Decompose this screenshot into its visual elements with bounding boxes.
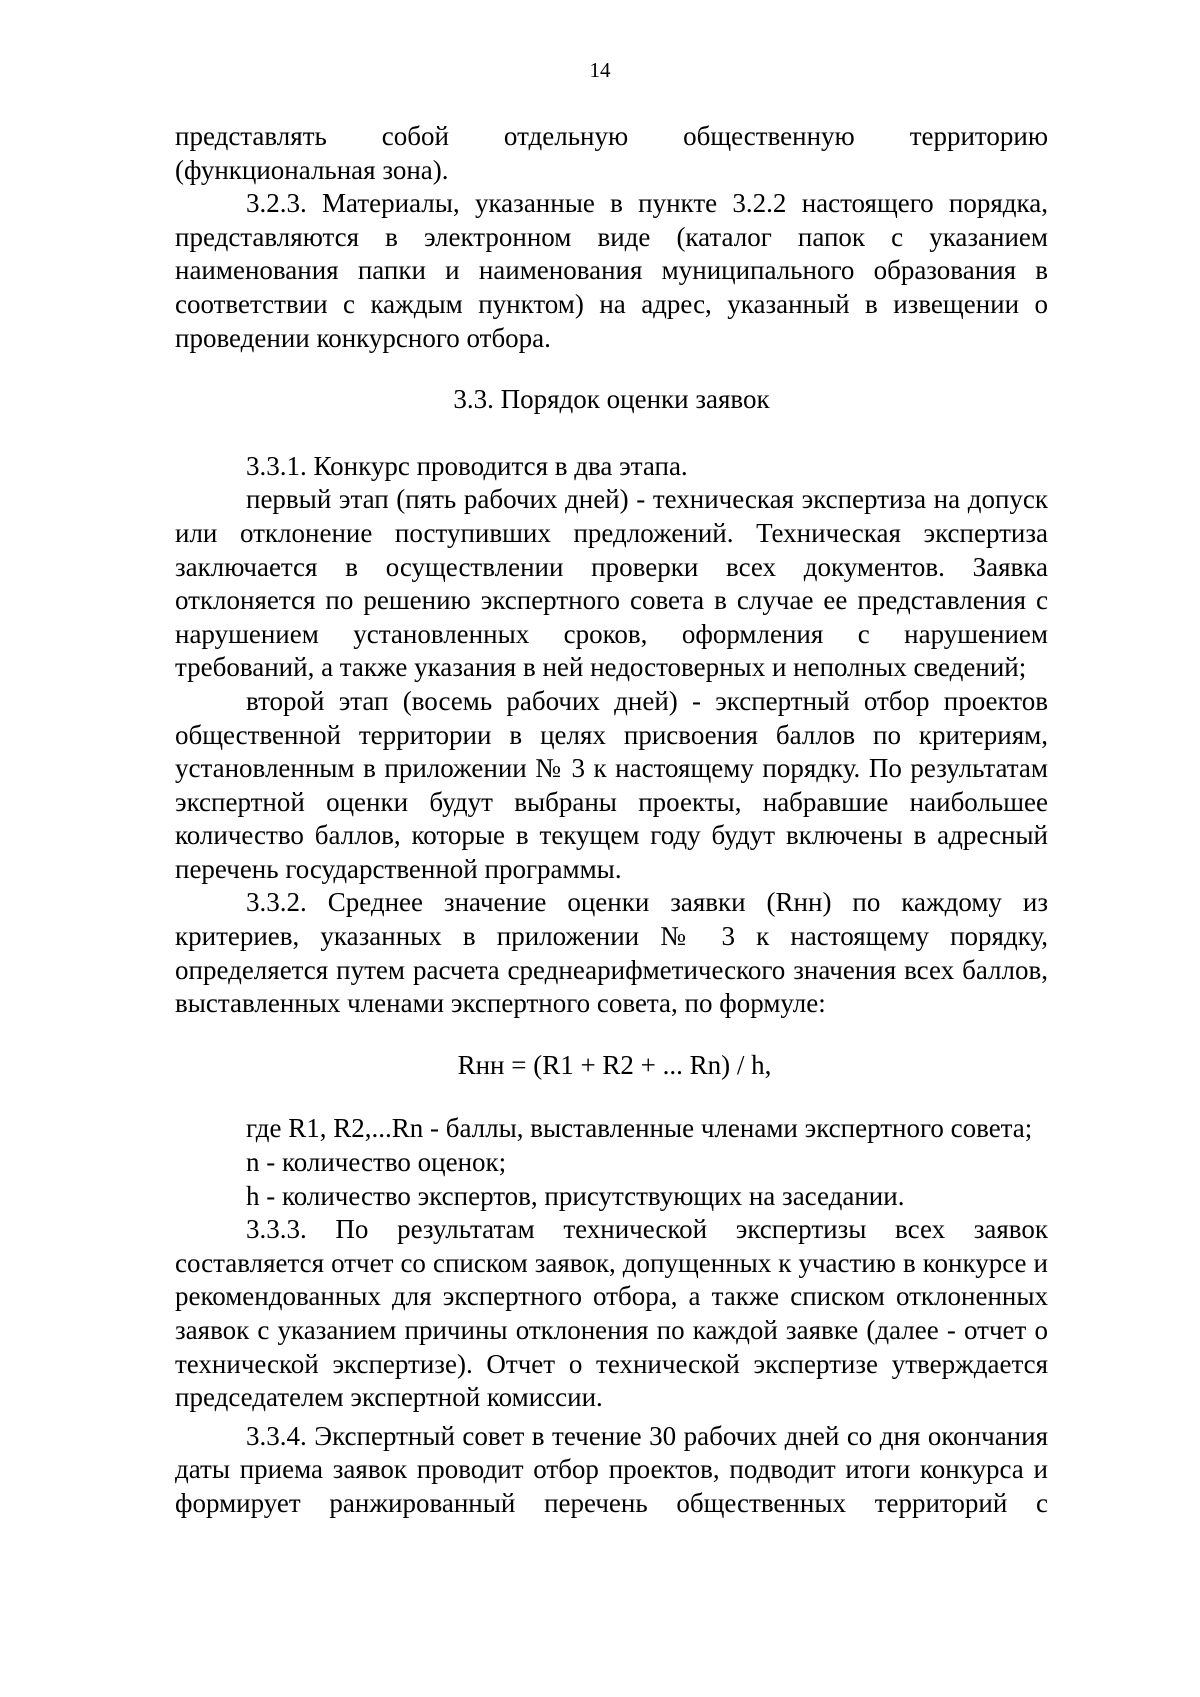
- section-title: 3.3. Порядок оценки заявок: [453, 384, 770, 415]
- page-number: 14: [589, 58, 611, 82]
- paragraph-3-2-3: 3.2.3. Материалы, указанные в пункте 3.2.2 настоящего порядка, представляются в электронном виде (каталог папок с указанием наименования папки и наименования муниципального образования в соответствии с каждым пунктом) на адрес, указанный в извещении о проведении конкурсного отбора.: [175, 188, 1048, 353]
- paragraph-stage-two: второй этап (восемь рабочих дней) - экспертный отбор проектов общественной территории в целях присвоения баллов по критериям, установленным в приложении № 3 к настоящему порядку. По результатам экспертной оценки будут выбраны проекты, набравшие наибольшее количество баллов, которые в текущем году будут включены в адресный перечень государственной программы.: [175, 685, 1048, 884]
- paragraph-3-3-4: 3.3.4. Экспертный совет в течение 30 рабочих дней со дня окончания даты приема заявок проводит отбор проектов, подводит итоги конкурса и формирует ранжированный перечень общественных территорий с: [175, 1420, 1048, 1518]
- formula-legend-n: n - количество оценок;: [246, 1147, 507, 1178]
- paragraph-3-3-2: 3.3.2. Среднее значение оценки заявки (Rнн) по каждому из критериев, указанных в приложении № 3 к настоящему порядку, определяется путем расчета среднеарифметического значения всех баллов, выставленных членами экспертного совета, по формуле:: [175, 887, 1048, 1019]
- paragraph-continuation: представлять собой отдельную общественную территорию (функциональная зона).: [175, 121, 1048, 185]
- document-body: [175, 120, 1048, 1521]
- paragraph-3-3-3: 3.3.3. По результатам технической экспертизы всех заявок составляется отчет со списком заявок, допущенных к участию в конкурсе и рекомендованных для экспертного отбора, а также списком отклоненных заявок с указанием причины отклонения по каждой заявке (далее - отчет о технической экспертизе). Отчет о технической экспертизе утверждается председателем экспертной комиссии.: [175, 1214, 1048, 1413]
- paragraph-stage-one: первый этап (пять рабочих дней) - техническая экспертиза на допуск или отклонение поступивших предложений. Техническая экспертиза заключается в осуществлении проверки всех документов. Заявка отклоняется по решению экспертного совета в случае ее представления с нарушением установленных сроков, оформления с нарушением требований, а также указания в ней недостоверных и неполных сведений;: [175, 484, 1048, 683]
- formula-legend-h: h - количество экспертов, присутствующих на заседании.: [246, 1180, 905, 1211]
- paragraph-3-3-1: 3.3.1. Конкурс проводится в два этапа.: [246, 450, 688, 481]
- formula: Rнн = (R1 + R2 + ... Rn) / h,: [457, 1049, 772, 1080]
- formula-legend-r: где R1, R2,...Rn - баллы, выставленные членами экспертного совета;: [246, 1113, 1033, 1144]
